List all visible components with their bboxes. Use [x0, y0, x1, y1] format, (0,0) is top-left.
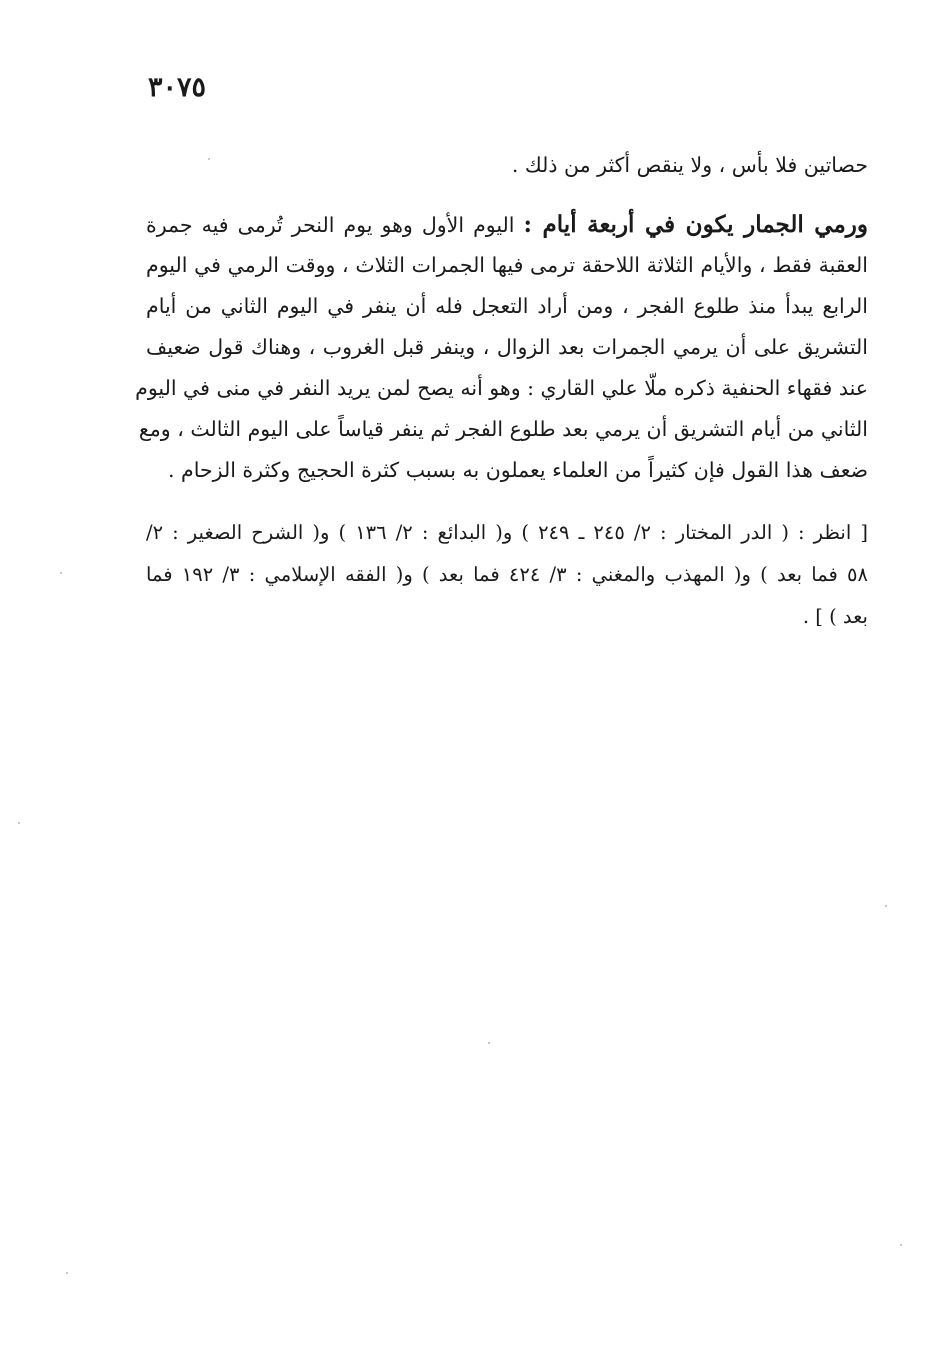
main-paragraph [135, 204, 868, 491]
intro-line: حصاتين فلا بأس ، ولا ينقص أكثر من ذلك . [511, 153, 868, 177]
scan-speck [900, 1244, 902, 1246]
reference-line: ٥٨ فما بعد ) و( المهذب والمغني : ٣/ ٤٢٤ فما بعد ) و( الفقه الإسلامي : ٣/ ١٩٢ فما [146, 563, 868, 586]
intro-paragraph [146, 145, 868, 186]
scan-speck [66, 1272, 68, 1274]
references-block [146, 512, 868, 638]
paragraph-line: العقبة فقط ، والأيام الثلاثة اللاحقة ترمى فيها الجمرات الثلاث ، ووقت الرمي في اليوم [146, 253, 868, 277]
scan-speck [208, 158, 210, 160]
scan-speck [488, 1042, 490, 1044]
scan-speck [885, 905, 887, 907]
paragraph-line: ضعف هذا القول فإن كثيراً من العلماء يعملون به بسبب كثرة الحجيج وكثرة الزحام . [168, 458, 868, 482]
reference-line: بعد ) ] . [802, 605, 868, 628]
paragraph-line: الرابع يبدأ منذ طلوع الفجر ، ومن أراد التعجل فله أن ينفر في اليوم الثاني من أيام [146, 294, 868, 318]
paragraph-line: الثاني من أيام التشريق أن يرمي بعد طلوع الفجر ثم ينفر قياساً على اليوم الثالث ، ومع [138, 417, 868, 441]
scan-speck [18, 822, 20, 824]
reference-line: [ انظر : ( الدر المختار : ٢/ ٢٤٥ ـ ٢٤٩ ) و( البدائع : ٢/ ١٣٦ ) و( الشرح الصغير : ٢/ [146, 521, 868, 544]
page-number: ٣٠٧٥ [148, 72, 207, 103]
paragraph-line: عند فقهاء الحنفية ذكره ملّا علي القاري : وهو أنه يصح لمن يريد النفر في منى في اليوم [135, 376, 868, 400]
paragraph-line-first-text: اليوم الأول وهو يوم النحر تُرمى فيه جمرة [146, 213, 524, 237]
section-heading: ورمي الجمار يكون في أربعة أيام : [523, 211, 868, 238]
scan-speck [60, 572, 62, 574]
paragraph-line: التشريق على أن يرمي الجمرات بعد الزوال ، وينفر قبل الغروب ، وهناك قول ضعيف [146, 335, 868, 359]
paragraph-line-first [146, 204, 868, 245]
